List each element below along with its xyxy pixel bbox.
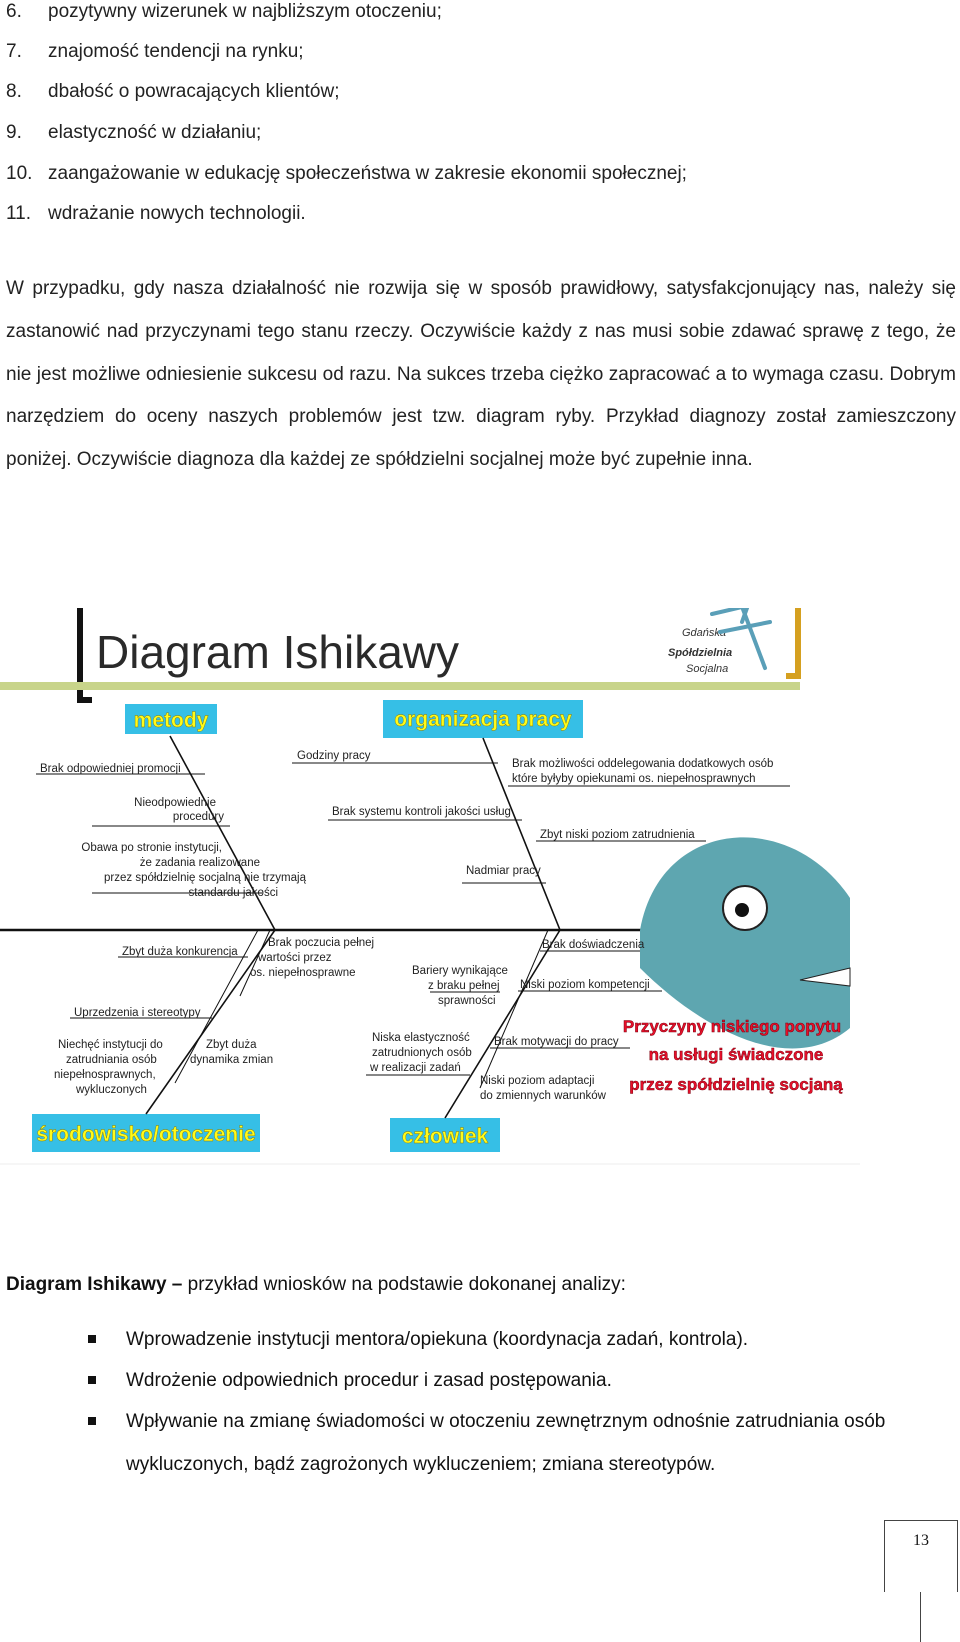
bullet-item: Wprowadzenie instytucji mentora/opiekuna (koordynacja zadań, kontrola). (126, 1318, 956, 1361)
cause-label: które byłyby opiekunami os. niepełnosprawnych (512, 773, 756, 785)
cause-label: Brak motywacji do pracy (494, 1036, 619, 1048)
svg-text:środowisko/otoczenie: środowisko/otoczenie (36, 1123, 256, 1146)
cause-label: Nieodpowiednie (134, 797, 216, 809)
cause-label: Uprzedzenia i stereotypy (74, 1007, 201, 1019)
svg-text:Przyczyny niskiego popytu: Przyczyny niskiego popytu (622, 1017, 842, 1036)
cause-label: Zbyt duża (206, 1039, 257, 1051)
cause-label: wartości przez (258, 952, 332, 964)
cause-label: Godziny pracy (297, 750, 371, 762)
list-item: 6. pozytywny wizerunek w najbliższym otoczeniu; (6, 1, 442, 22)
bullet-item: Wpływanie na zmianę świadomości w otoczeniu zewnętrznym odnośnie zatrudniania osób wykluczonych, bądź zagrożonych wykluczeniem; zmiana stereotypów. (126, 1400, 956, 1486)
cause-label: Brak poczucia pełnej (268, 937, 375, 949)
category-czlowiek (390, 1118, 500, 1152)
bullet-square-icon (88, 1376, 96, 1384)
cause-label: Zbyt niski poziom zatrudnienia (540, 829, 695, 841)
cause-label: Brak możliwości oddelegowania dodatkowych osób (512, 758, 774, 770)
cause-label: w realizacji zadań (370, 1062, 461, 1074)
cause-label: Bariery wynikające (412, 965, 508, 977)
title-underline (0, 682, 800, 690)
bullet-square-icon (88, 1417, 96, 1425)
cause-label: zatrudnionych osób (372, 1047, 472, 1059)
cause-label: zatrudniania osób (66, 1054, 157, 1066)
list-item: 11. wdrażanie nowych technologii. (6, 203, 306, 224)
cause-label: Niski poziom kompetencji (520, 979, 650, 991)
logo (668, 608, 772, 675)
cause-label: wykluczonych (76, 1084, 147, 1096)
conclusions-title: Diagram Ishikawy – przykład wniosków na podstawie dokonanej analizy: (6, 1274, 626, 1295)
category-metody (125, 704, 217, 734)
list-item: 7. znajomość tendencji na rynku; (6, 41, 304, 62)
cause-label: Niska elastyczność (372, 1032, 470, 1044)
cause-label: Niechęć instytucji do (58, 1039, 163, 1051)
ishikawa-diagram (0, 608, 900, 1213)
diagram-title: Diagram Ishikawy (96, 626, 459, 678)
cause-label: Brak systemu kontroli jakości usług (332, 806, 511, 818)
cause-label: Brak doświadczenia (542, 939, 645, 951)
cause-label: niepełnosprawnych, (54, 1069, 156, 1081)
page-number-line (920, 1592, 921, 1642)
svg-text:Gdańska: Gdańska (682, 627, 727, 639)
svg-text:Socjalna: Socjalna (686, 663, 729, 675)
svg-text:Spółdzielnia: Spółdzielnia (668, 647, 733, 659)
cause-label: os. niepełnosprawne (250, 967, 356, 979)
cause-label: Brak odpowiedniej promocji (40, 763, 181, 775)
bullet-item: Wdrożenie odpowiednich procedur i zasad postępowania. (126, 1359, 956, 1402)
cause-label: przez spółdzielnię socjalną nie trzymają (104, 872, 306, 884)
cause-label: dynamika zmian (190, 1054, 274, 1066)
cause-label: że zadania realizowane (139, 857, 260, 869)
svg-text:człowiek: człowiek (401, 1125, 489, 1148)
cause-label: Nadmiar pracy (466, 865, 541, 877)
cause-label: Obawa po stronie instytucji, (81, 842, 222, 854)
svg-text:metody: metody (133, 709, 209, 732)
list-item: 9. elastyczność w działaniu; (6, 122, 262, 143)
intro-paragraph: W przypadku, gdy nasza działalność nie rozwija się w sposób prawidłowy, satysfakcjonujący nas, należy się zastanowić nad przyczynami tego stanu rzeczy. Oczywiście każdy z nas musi sobie zdawać sprawę z tego, że nie jest możliwe odniesienie sukcesu od razu. Na sukces trzeba ciężko zapracować a to wymaga czasu. Dobrym narzędziem do oceny naszych problemów jest tzw. diagram ryby. Przykład diagnozy został zamieszczony poniżej. Oczywiście diagnoza dla każdej ze spółdzielni socjalnej może być zupełnie inna. (6, 278, 956, 471)
category-organizacja-pracy (383, 700, 583, 738)
cause-label: do zmiennych warunków (480, 1090, 606, 1102)
cause-label: sprawności (438, 995, 496, 1007)
effect-label (623, 1017, 843, 1094)
cause-label: Zbyt duża konkurencja (122, 946, 238, 958)
svg-text:organizacja pracy: organizacja pracy (394, 708, 572, 731)
page-number: 13 (884, 1520, 958, 1592)
cause-label: standardu jakości (188, 887, 278, 899)
bullet-square-icon (88, 1335, 96, 1343)
cause-label: Niski poziom adaptacji (480, 1075, 595, 1087)
list-item: 8. dbałość o powracających klientów; (6, 81, 340, 102)
svg-text:przez spółdzielnię socjaną: przez spółdzielnię socjaną (629, 1075, 843, 1094)
category-srodowisko (32, 1114, 260, 1152)
cause-label: z braku pełnej (428, 980, 500, 992)
cause-label: procedury (172, 811, 224, 823)
svg-text:na usługi świadczone: na usługi świadczone (648, 1045, 824, 1064)
gold-bracket (786, 608, 798, 676)
list-item: 10. zaangażowanie w edukację społeczeństwa w zakresie ekonomii społecznej; (6, 163, 687, 184)
